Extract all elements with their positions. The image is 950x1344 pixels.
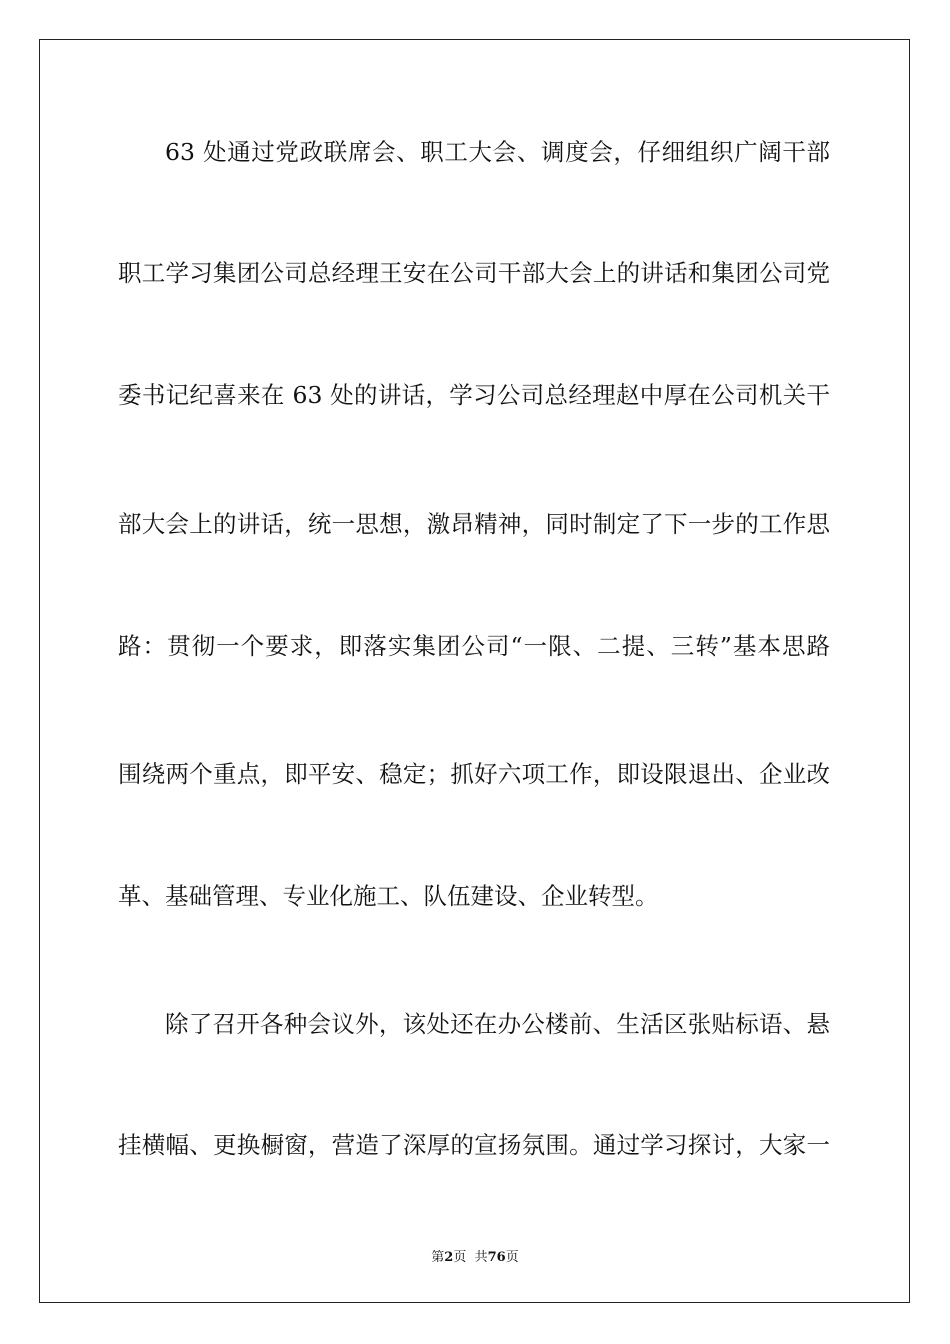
paragraph-1-line-7: 革、基础管理、专业化施工、队伍建设、企业转型。 [118,882,659,910]
footer-suffix: 页 [505,1250,519,1265]
paragraph-1-line-2: 职工学习集团公司总经理王安在公司干部大会上的讲话和集团公司党 [118,259,830,287]
paragraph-1-line-5: 路：贯彻一个要求，即落实集团公司“一限、二提、三转”基本思路 [118,632,830,660]
footer-total-pages: 76 [487,1250,506,1265]
paragraph-2-line-2: 挂横幅、更换橱窗，营造了深厚的宣扬氛围。通过学习探讨，大家一 [118,1131,830,1159]
paragraph-2-line-1: 除了召开各种会议外，该处还在办公楼前、生活区张贴标语、悬 [165,1010,830,1038]
paragraph-1-line-6: 围绕两个重点，即平安、稳定；抓好六项工作，即设限退出、企业改 [118,760,830,788]
page-footer [0,1246,950,1265]
paragraph-1-line-4: 部大会上的讲话，统一思想，激昂精神，同时制定了下一步的工作思 [118,510,830,538]
footer-mid: 页 共 [453,1250,488,1265]
paragraph-1-line-3: 委书记纪喜来在 63 处的讲话，学习公司总经理赵中厚在公司机关干 [118,381,830,409]
paragraph-1-line-1: 63 处通过党政联席会、职工大会、调度会，仔细组织广阔干部 [165,138,830,166]
footer-page-number: 2 [444,1250,454,1265]
page-border [39,39,910,1303]
footer-prefix: 第 [431,1250,445,1265]
